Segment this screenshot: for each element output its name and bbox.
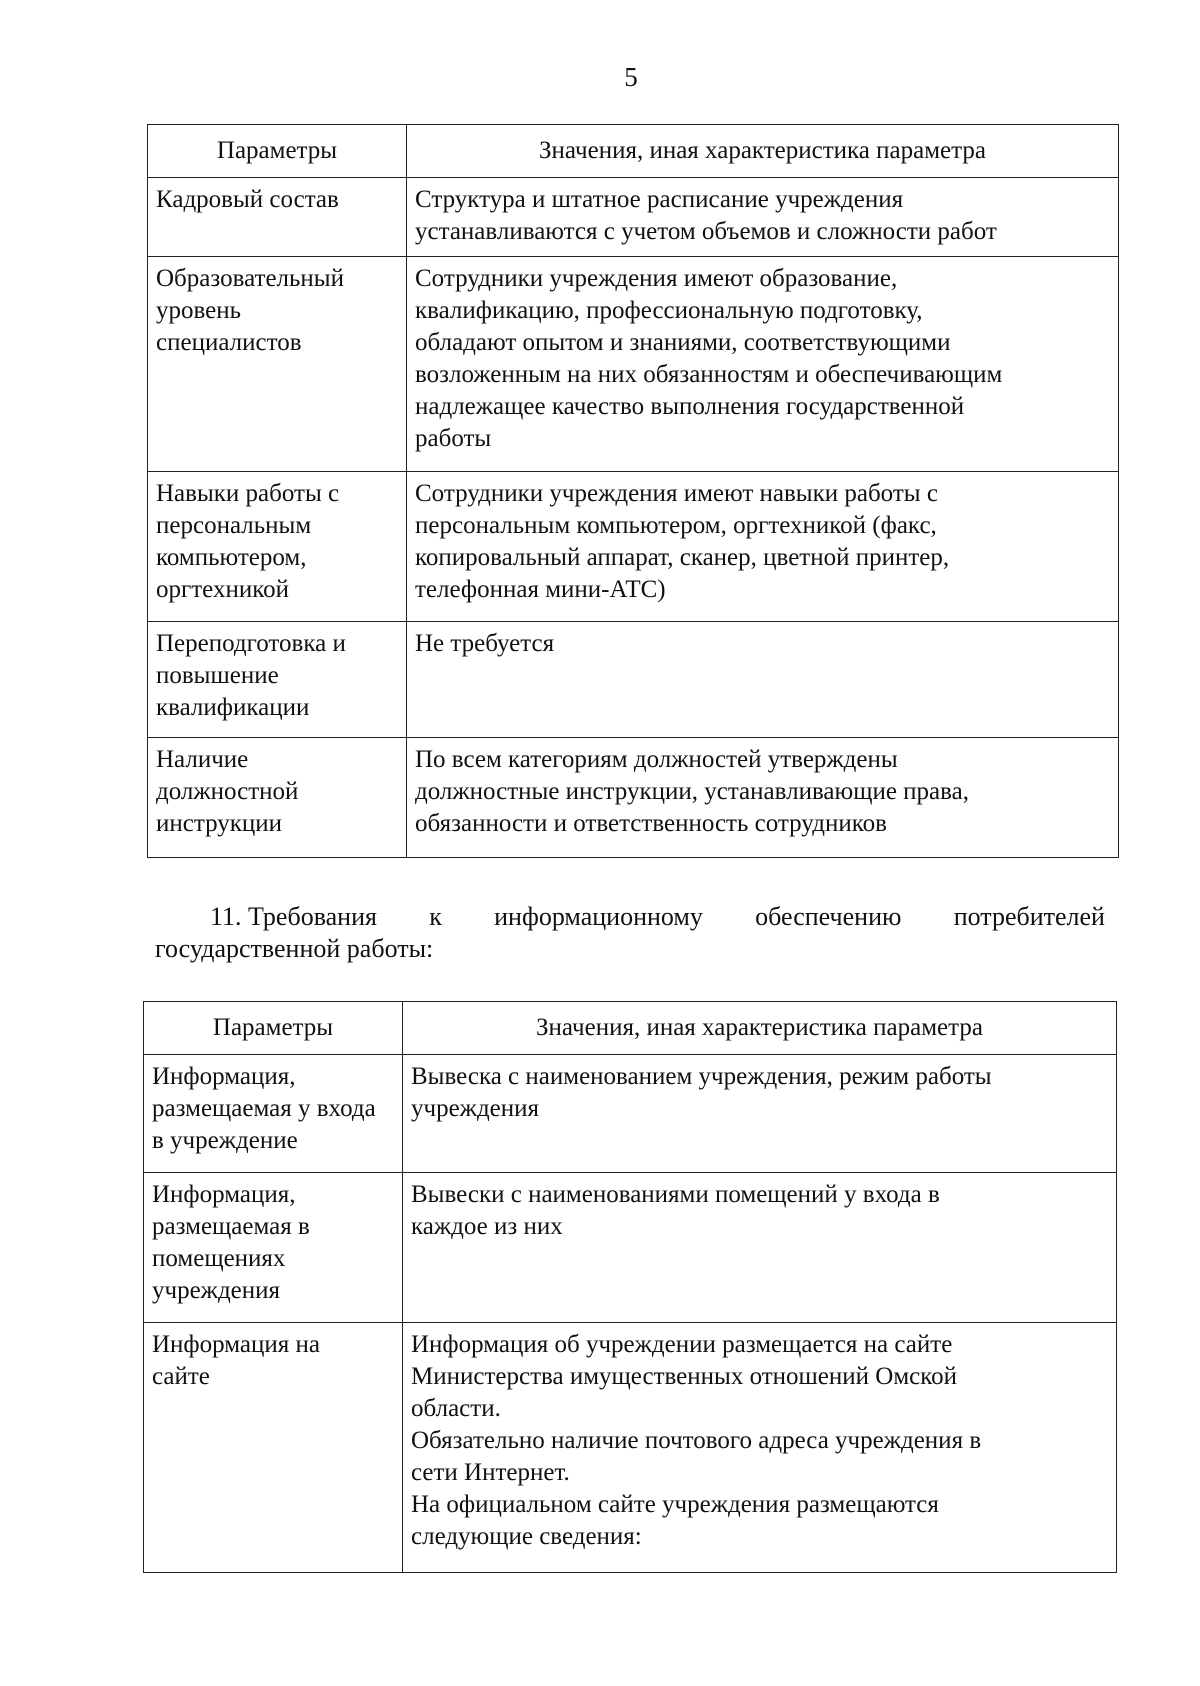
table-row: [148, 622, 1119, 738]
information-requirements-table: [143, 1001, 1117, 1573]
header-values: Значения, иная характеристика параметра: [407, 125, 1119, 178]
heading-word: к: [429, 902, 442, 931]
page-number: 5: [624, 62, 638, 92]
table-row: [144, 1173, 1117, 1323]
section-heading-line1: [155, 901, 1105, 933]
row-value: По всем категориям должностей утверждены должностные инструкции, устанавливающие права, обязанности и ответственность сотрудников: [407, 738, 1119, 858]
row-param: Навыки работы с персональным компьютером, оргтехникой: [148, 472, 407, 622]
header-parameters: Параметры: [148, 125, 407, 178]
header-parameters: Параметры: [144, 1002, 403, 1055]
table-row: [144, 1323, 1117, 1573]
row-value: Сотрудники учреждения имеют образование, квалификацию, профессиональную подготовку, обладают опытом и знаниями, соответствующими возложенным на них обязанностям и обеспечивающим надлежащее качество выполнения государственной работы: [407, 257, 1119, 472]
section-11-heading: [155, 901, 1105, 965]
row-param: Информация, размещаемая у входа в учреждение: [144, 1055, 403, 1173]
row-value: Вывеска с наименованием учреждения, режим работы учреждения: [403, 1055, 1117, 1173]
row-value: Сотрудники учреждения имеют навыки работы с персональным компьютером, оргтехникой (факс, копировальный аппарат, сканер, цветной принтер, телефонная мини-АТС): [407, 472, 1119, 622]
row-value: Вывески с наименованиями помещений у входа в каждое из них: [403, 1173, 1117, 1323]
row-param: Образовательный уровень специалистов: [148, 257, 407, 472]
row-param: Наличие должностной инструкции: [148, 738, 407, 858]
section-heading-line2: государственной работы:: [155, 934, 434, 963]
heading-word: 11. Требования: [210, 902, 377, 931]
staffing-requirements-table: [147, 124, 1119, 858]
row-value: Информация об учреждении размещается на сайте Министерства имущественных отношений Омской области. Обязательно наличие почтового адреса учреждения в сети Интернет. На официальном сайте учреждения размещаются следующие сведения:: [403, 1323, 1117, 1573]
heading-word: обеспечению: [755, 902, 902, 931]
row-param: Информация на сайте: [144, 1323, 403, 1573]
header-values: Значения, иная характеристика параметра: [403, 1002, 1117, 1055]
table-header-row: [144, 1002, 1117, 1055]
table-row: [148, 257, 1119, 472]
row-param: Кадровый состав: [148, 178, 407, 257]
row-value: Не требуется: [407, 622, 1119, 738]
table-row: [148, 472, 1119, 622]
table-row: [148, 738, 1119, 858]
row-param: Информация, размещаемая в помещениях учреждения: [144, 1173, 403, 1323]
table-header-row: [148, 125, 1119, 178]
row-param: Переподготовка и повышение квалификации: [148, 622, 407, 738]
table-row: [144, 1055, 1117, 1173]
row-value: Структура и штатное расписание учреждения устанавливаются с учетом объемов и сложности работ: [407, 178, 1119, 257]
table-row: [148, 178, 1119, 257]
heading-word: информационному: [494, 902, 703, 931]
heading-word: потребителей: [953, 902, 1105, 931]
